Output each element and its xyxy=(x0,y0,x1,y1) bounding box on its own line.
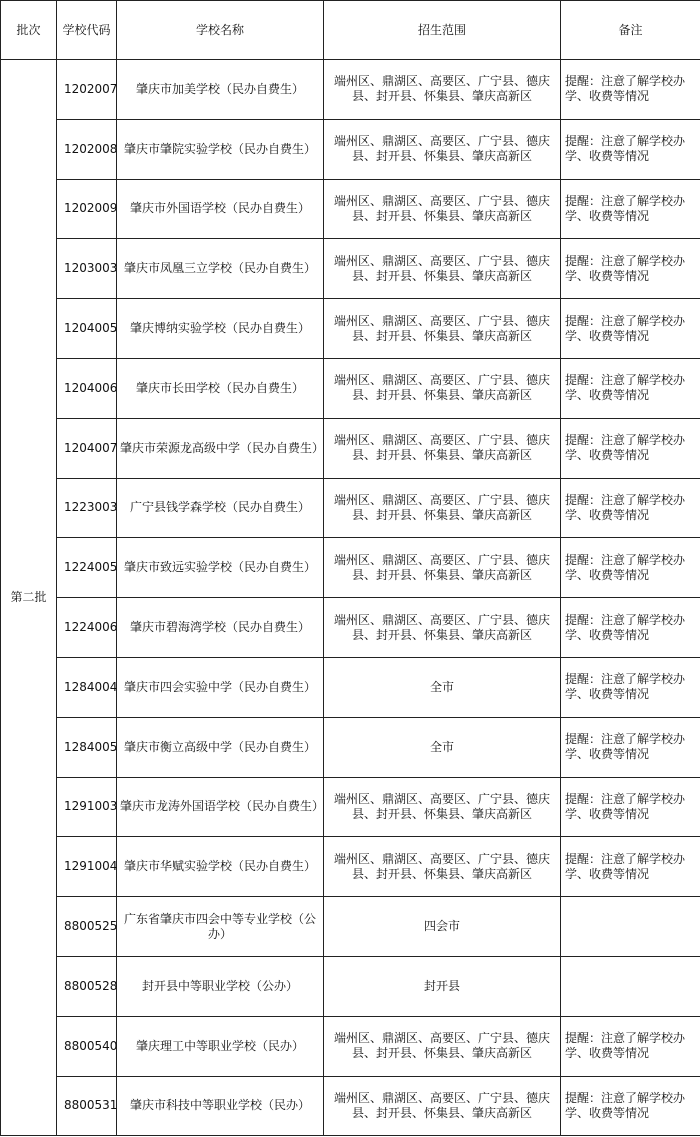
school-name-cell: 肇庆市长田学校（民办自费生） xyxy=(117,358,324,418)
note-cell: 提醒：注意了解学校办学、收费等情况 xyxy=(561,478,700,538)
school-name-cell: 肇庆市四会实验中学（民办自费生） xyxy=(117,657,324,717)
note-cell: 提醒：注意了解学校办学、收费等情况 xyxy=(561,179,700,239)
school-code-cell: 1284005 xyxy=(57,717,117,777)
note-cell: 提醒：注意了解学校办学、收费等情况 xyxy=(561,299,700,359)
school-code-cell: 1223003 xyxy=(57,478,117,538)
table-row xyxy=(1,956,700,1016)
school-name-cell: 肇庆市科技中等职业学校（民办） xyxy=(117,1076,324,1136)
school-code-cell: 1202009 xyxy=(57,179,117,239)
school-code-cell: 1204005 xyxy=(57,299,117,359)
note-cell: 提醒：注意了解学校办学、收费等情况 xyxy=(561,717,700,777)
enrollment-range-cell: 端州区、鼎湖区、高要区、广宁县、德庆县、封开县、怀集县、肇庆高新区 xyxy=(324,239,561,299)
school-code-cell: 1291004 xyxy=(57,837,117,897)
school-name-cell: 肇庆理工中等职业学校（民办） xyxy=(117,1016,324,1076)
school-code-cell: 1291003 xyxy=(57,777,117,837)
header-batch: 批次 xyxy=(1,1,57,60)
table-row xyxy=(1,299,700,359)
school-code-cell: 1224005 xyxy=(57,538,117,598)
table-row xyxy=(1,478,700,538)
note-cell: 提醒：注意了解学校办学、收费等情况 xyxy=(561,538,700,598)
enrollment-range-cell: 端州区、鼎湖区、高要区、广宁县、德庆县、封开县、怀集县、肇庆高新区 xyxy=(324,119,561,179)
table-row xyxy=(1,358,700,418)
note-cell: 提醒：注意了解学校办学、收费等情况 xyxy=(561,358,700,418)
table-row xyxy=(1,598,700,658)
note-cell: 提醒：注意了解学校办学、收费等情况 xyxy=(561,239,700,299)
header-name: 学校名称 xyxy=(117,1,324,60)
header-code: 学校代码 xyxy=(57,1,117,60)
school-code-cell: 1284004 xyxy=(57,657,117,717)
note-cell xyxy=(561,956,700,1016)
note-cell: 提醒：注意了解学校办学、收费等情况 xyxy=(561,777,700,837)
enrollment-range-cell: 端州区、鼎湖区、高要区、广宁县、德庆县、封开县、怀集县、肇庆高新区 xyxy=(324,478,561,538)
note-cell: 提醒：注意了解学校办学、收费等情况 xyxy=(561,60,700,120)
note-cell: 提醒：注意了解学校办学、收费等情况 xyxy=(561,598,700,658)
note-cell: 提醒：注意了解学校办学、收费等情况 xyxy=(561,119,700,179)
school-code-cell: 8800540 xyxy=(57,1016,117,1076)
table-row xyxy=(1,897,700,957)
school-name-cell: 肇庆市碧海湾学校（民办自费生） xyxy=(117,598,324,658)
enrollment-range-cell: 封开县 xyxy=(324,956,561,1016)
school-code-cell: 1202008 xyxy=(57,119,117,179)
school-name-cell: 肇庆市华赋实验学校（民办自费生） xyxy=(117,837,324,897)
table-row xyxy=(1,1016,700,1076)
enrollment-range-cell: 全市 xyxy=(324,657,561,717)
note-cell: 提醒：注意了解学校办学、收费等情况 xyxy=(561,1016,700,1076)
enrollment-range-cell: 端州区、鼎湖区、高要区、广宁县、德庆县、封开县、怀集县、肇庆高新区 xyxy=(324,598,561,658)
table-row xyxy=(1,717,700,777)
table-row xyxy=(1,239,700,299)
table-row xyxy=(1,60,700,120)
school-name-cell: 肇庆市肇院实验学校（民办自费生） xyxy=(117,119,324,179)
school-name-cell: 广宁县钱学森学校（民办自费生） xyxy=(117,478,324,538)
school-code-cell: 8800528 xyxy=(57,956,117,1016)
table-row xyxy=(1,119,700,179)
enrollment-range-cell: 端州区、鼎湖区、高要区、广宁县、德庆县、封开县、怀集县、肇庆高新区 xyxy=(324,1076,561,1136)
header-row xyxy=(1,1,700,60)
enrollment-range-cell: 端州区、鼎湖区、高要区、广宁县、德庆县、封开县、怀集县、肇庆高新区 xyxy=(324,1016,561,1076)
note-cell xyxy=(561,897,700,957)
header-note: 备注 xyxy=(561,1,700,60)
enrollment-range-cell: 四会市 xyxy=(324,897,561,957)
enrollment-range-cell: 端州区、鼎湖区、高要区、广宁县、德庆县、封开县、怀集县、肇庆高新区 xyxy=(324,179,561,239)
school-name-cell: 广东省肇庆市四会中等专业学校（公办） xyxy=(117,897,324,957)
school-name-cell: 肇庆市致远实验学校（民办自费生） xyxy=(117,538,324,598)
school-code-cell: 1204006 xyxy=(57,358,117,418)
enrollment-range-cell: 端州区、鼎湖区、高要区、广宁县、德庆县、封开县、怀集县、肇庆高新区 xyxy=(324,358,561,418)
school-name-cell: 肇庆市衡立高级中学（民办自费生） xyxy=(117,717,324,777)
table-row xyxy=(1,1076,700,1136)
batch-cell: 第二批 xyxy=(1,60,57,1136)
table-row xyxy=(1,657,700,717)
enrollment-range-cell: 端州区、鼎湖区、高要区、广宁县、德庆县、封开县、怀集县、肇庆高新区 xyxy=(324,299,561,359)
note-cell: 提醒：注意了解学校办学、收费等情况 xyxy=(561,837,700,897)
table-row xyxy=(1,179,700,239)
note-cell: 提醒：注意了解学校办学、收费等情况 xyxy=(561,657,700,717)
note-cell: 提醒：注意了解学校办学、收费等情况 xyxy=(561,418,700,478)
enrollment-range-cell: 全市 xyxy=(324,717,561,777)
school-name-cell: 封开县中等职业学校（公办） xyxy=(117,956,324,1016)
school-code-cell: 8800525 xyxy=(57,897,117,957)
school-name-cell: 肇庆市加美学校（民办自费生） xyxy=(117,60,324,120)
school-name-cell: 肇庆市凤凰三立学校（民办自费生） xyxy=(117,239,324,299)
school-code-cell: 8800531 xyxy=(57,1076,117,1136)
school-name-cell: 肇庆博纳实验学校（民办自费生） xyxy=(117,299,324,359)
table-body xyxy=(1,60,700,1136)
header-range: 招生范围 xyxy=(324,1,561,60)
table-row xyxy=(1,777,700,837)
school-code-cell: 1204007 xyxy=(57,418,117,478)
table-row xyxy=(1,418,700,478)
enrollment-range-cell: 端州区、鼎湖区、高要区、广宁县、德庆县、封开县、怀集县、肇庆高新区 xyxy=(324,777,561,837)
school-code-cell: 1202007 xyxy=(57,60,117,120)
enrollment-range-cell: 端州区、鼎湖区、高要区、广宁县、德庆县、封开县、怀集县、肇庆高新区 xyxy=(324,837,561,897)
school-name-cell: 肇庆市龙涛外国语学校（民办自费生） xyxy=(117,777,324,837)
school-name-cell: 肇庆市外国语学校（民办自费生） xyxy=(117,179,324,239)
enrollment-range-cell: 端州区、鼎湖区、高要区、广宁县、德庆县、封开县、怀集县、肇庆高新区 xyxy=(324,538,561,598)
table-row xyxy=(1,538,700,598)
enrollment-range-cell: 端州区、鼎湖区、高要区、广宁县、德庆县、封开县、怀集县、肇庆高新区 xyxy=(324,60,561,120)
table-row xyxy=(1,837,700,897)
note-cell: 提醒：注意了解学校办学、收费等情况 xyxy=(561,1076,700,1136)
school-code-cell: 1203003 xyxy=(57,239,117,299)
enrollment-range-cell: 端州区、鼎湖区、高要区、广宁县、德庆县、封开县、怀集县、肇庆高新区 xyxy=(324,418,561,478)
school-name-cell: 肇庆市荣源龙高级中学（民办自费生） xyxy=(117,418,324,478)
school-code-cell: 1224006 xyxy=(57,598,117,658)
